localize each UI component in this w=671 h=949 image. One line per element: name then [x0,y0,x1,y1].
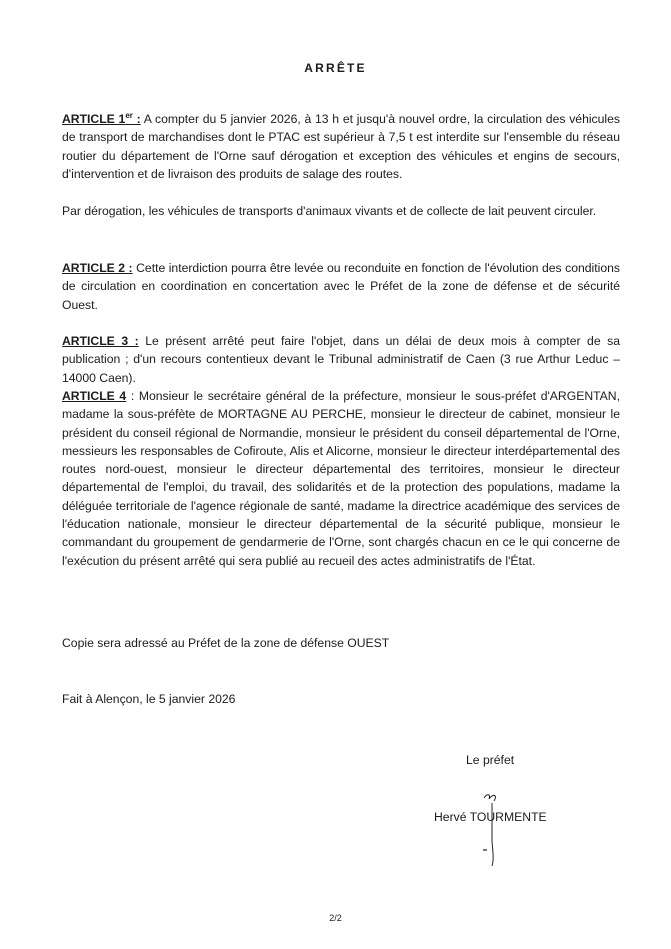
handwritten-signature-icon [478,790,508,870]
article-1 [62,110,620,183]
article-3 [62,332,620,387]
article-4-label-suffix: : [126,389,135,403]
article-3-label: ARTICLE 3 : [62,334,139,348]
article-4-text: Monsieur le secrétaire général de la préfecture, monsieur le sous-préfet d'ARGENTAN, madame la sous-préfète de MORTAGNE AU PERCHE, monsieur le directeur de cabinet, monsieur le président du conseil régional de Normandie, monsieur le président du conseil départemental de l'Orne, messieurs les responsables de Cofiroute, Alis et Alicorne, monsieur le directeur interdépartemental des routes nord-ouest, monsieur le directeur départemental des territoires, monsieur le directeur départemental de l'emploi, du travail, des solidarités et de la protection des populations, madame la déléguée territoriale de l'agence régionale de santé, madame la directrice académique des services de l'éducation nationale, monsieur le directeur départemental de la sécurité publique, monsieur le commandant du groupement de gendarmerie de l'Orne, sont chargés chacun en ce le qui concerne de l'exécution du présent arrêté qui sera publié au recueil des actes administratifs de l'État. [62,389,620,568]
signatory-role: Le préfet [466,753,515,767]
article-1-label: ARTICLE 1er : [62,110,141,126]
article-1-sup: er [125,110,133,120]
signatory-name: Hervé TOURMENTE [434,810,547,824]
place-date: Fait à Alençon, le 5 janvier 2026 [62,692,236,706]
article-4 [62,387,620,570]
article-2-label: ARTICLE 2 : [62,261,133,275]
derogation-paragraph: Par dérogation, les véhicules de transports d'animaux vivants et de collecte de lait peuvent circuler. [62,204,597,218]
article-4-label: ARTICLE 4 [62,389,127,403]
article-2 [62,259,620,314]
page-number: 2/2 [329,913,342,923]
copy-notice: Copie sera adressé au Préfet de la zone de défense OUEST [62,636,390,650]
article-1-text: A compter du 5 janvier 2026, à 13 h et jusqu'à nouvel ordre, la circulation des véhicules de transport de marchandises dont le PTAC est supérieur à 7,5 t est interdite sur l'ensemble du réseau routier du département de l'Orne sauf dérogation et exception des véhicules et engins de secours, d'intervention et de livraison des produits de salage des routes. [62,112,621,181]
article-3-text: Le présent arrêté peut faire l'objet, dans un délai de deux mois à compter de sa publication ; d'un recours contentieux devant le Tribunal administratif de Caen (3 rue Arthur Leduc – 14000 Caen). [62,334,620,385]
article-2-text: Cette interdiction pourra être levée ou reconduite en fonction de l'évolution des conditions de circulation en coordination en concertation avec le Préfet de la zone de défense et de sécurité Ouest. [62,261,620,312]
document-title: ARRÊTE [304,61,367,75]
